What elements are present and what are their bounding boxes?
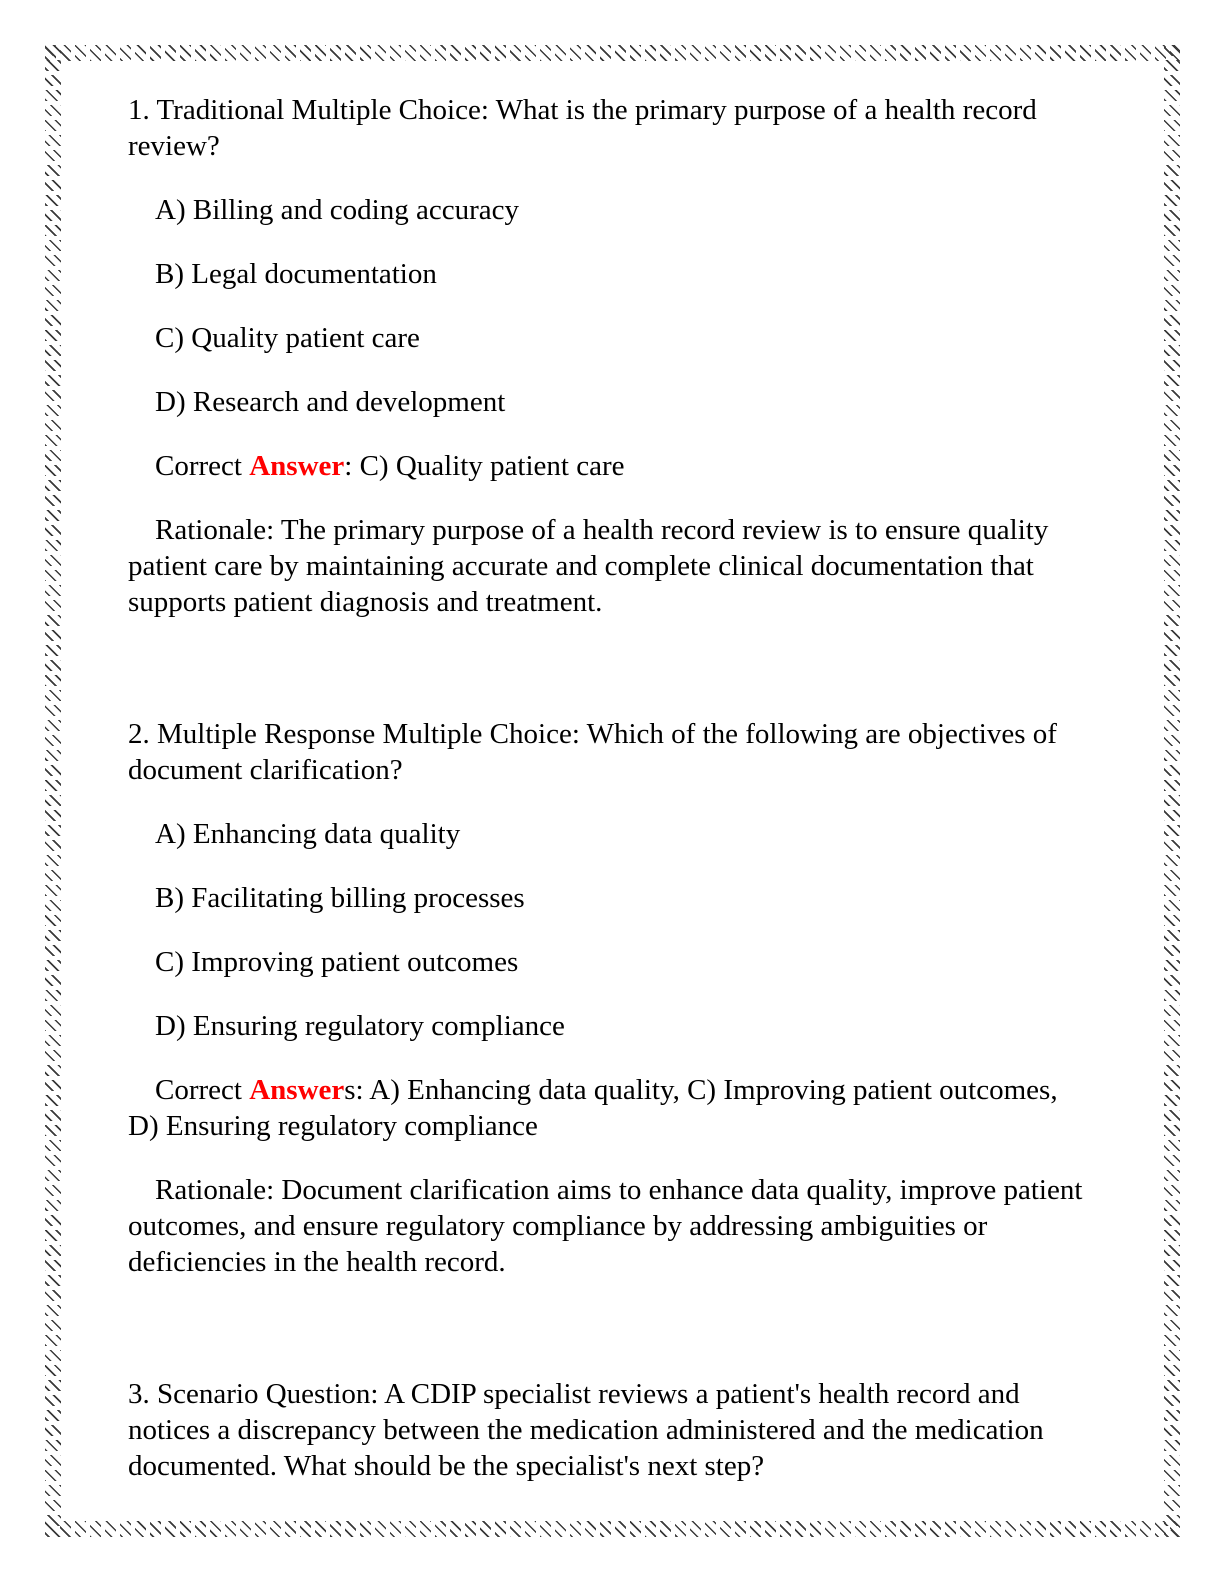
question-2-rationale: Rationale: Document clarification aims to enhance data quality, improve patient outcomes, and ensure regulatory compliance by addressing ambiguities or deficiencies in the health record. (128, 1174, 1083, 1278)
answer-prefix: Correct (155, 450, 250, 482)
question-2-option-c: C) Improving patient outcomes (155, 946, 519, 978)
document-content (128, 92, 1086, 1512)
question-1-option-b: B) Legal documentation (155, 258, 437, 290)
page-border-top (45, 45, 1180, 61)
question-2-prompt: 2. Multiple Response Multiple Choice: Which of the following are objectives of document clarification? (128, 718, 1057, 786)
question-2-block (128, 716, 1086, 1280)
question-3-prompt: 3. Scenario Question: A CDIP specialist reviews a patient's health record and notices a discrepancy between the medication administered and the medication documented. What should be the specialist's next step? (128, 1378, 1044, 1482)
question-1-prompt: 1. Traditional Multiple Choice: What is the primary purpose of a health record review? (128, 94, 1037, 162)
question-2-option-b: B) Facilitating billing processes (155, 882, 525, 914)
question-1-option-d: D) Research and development (155, 386, 506, 418)
question-1-answer-line (128, 448, 1086, 484)
answer-prefix: Correct (155, 1074, 250, 1106)
question-1-rationale: Rationale: The primary purpose of a health record review is to ensure quality patient care by maintaining accurate and complete clinical documentation that supports patient diagnosis and treatment. (128, 514, 1049, 618)
answer-word-highlight: Answer (249, 450, 345, 482)
answer-suffix: s: A) Enhancing data quality, C) Improving patient outcomes, D) Ensuring regulatory compliance (128, 1074, 1058, 1142)
question-2-option-d: D) Ensuring regulatory compliance (155, 1010, 565, 1042)
answer-suffix: : C) Quality patient care (344, 450, 625, 482)
question-2-option-a: A) Enhancing data quality (155, 818, 461, 850)
question-1-block (128, 92, 1086, 620)
question-2-answer-line (128, 1072, 1086, 1144)
answer-word-highlight: Answer (249, 1074, 345, 1106)
question-1-option-c: C) Quality patient care (155, 322, 420, 354)
question-3-block (128, 1376, 1086, 1484)
page-border-bottom (45, 1521, 1180, 1537)
page-border-right (1164, 45, 1180, 1537)
question-1-option-a: A) Billing and coding accuracy (155, 194, 519, 226)
page-border-left (45, 45, 61, 1537)
